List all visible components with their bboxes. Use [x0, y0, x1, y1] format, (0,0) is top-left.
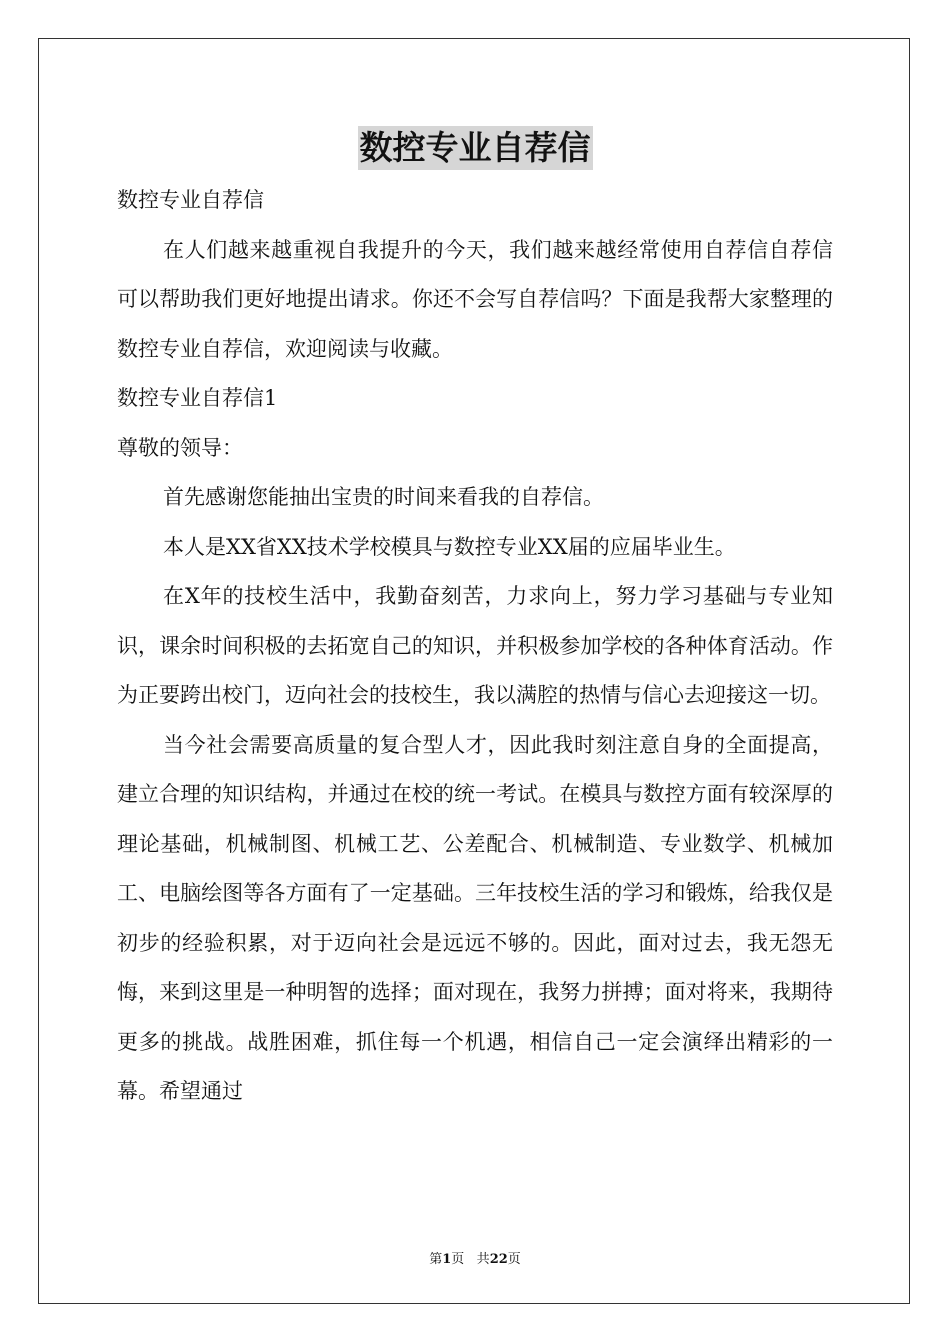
paragraph: 在X年的技校生活中，我勤奋刻苦，力求向上，努力学习基础与专业知识，课余时间积极的去拓宽自己的知识，并积极参加学校的各种体育活动。作为正要跨出校门，迈向社会的技校生，我以满腔的热情与信心去迎接这一切。 — [117, 584, 833, 707]
page-number: 1 — [442, 1252, 452, 1267]
paragraph: 首先感谢您能抽出宝贵的时间来看我的自荐信。 — [163, 485, 604, 509]
paragraph: 数控专业自荐信1 — [117, 386, 278, 410]
total-prefix: 共 — [476, 1252, 490, 1267]
document-body — [117, 176, 833, 1117]
paragraph: 在人们越来越重视自我提升的今天，我们越来越经常使用自荐信自荐信可以帮助我们更好地提出请求。你还不会写自荐信吗？下面是我帮大家整理的数控专业自荐信，欢迎阅读与收藏。 — [117, 237, 833, 361]
paragraph: 当今社会需要高质量的复合型人才，因此我时刻注意自身的全面提高，建立合理的知识结构，并通过在校的统一考试。在模具与数控方面有较深厚的理论基础，机械制图、机械工艺、公差配合、机械制造、专业数学、机械加工、电脑绘图等各方面有了一定基础。三年技校生活的学习和锻炼，给我仅是初步的经验积累，对于迈向社会是远远不够的。因此，面对过去，我无怨无悔，来到这里是一种明智的选择；面对现在，我努力拼搏；面对将来，我期待更多的挑战。战胜困难，抓住每一个机遇，相信自己一定会演绎出精彩的一幕。希望通过 — [117, 732, 833, 1103]
document-title: 数控专业自荐信 — [358, 126, 593, 170]
paragraph: 数控专业自荐信 — [117, 188, 264, 212]
page-footer — [0, 1248, 950, 1267]
page-prefix: 第 — [429, 1252, 443, 1267]
paragraph: 本人是XX省XX技术学校模具与数控专业XX届的应届毕业生。 — [163, 534, 736, 559]
paragraph: 尊敬的领导： — [117, 435, 243, 460]
total-suffix: 页 — [507, 1252, 521, 1267]
title-container — [0, 126, 950, 170]
total-pages: 22 — [489, 1252, 508, 1267]
page-suffix: 页 — [451, 1252, 465, 1267]
